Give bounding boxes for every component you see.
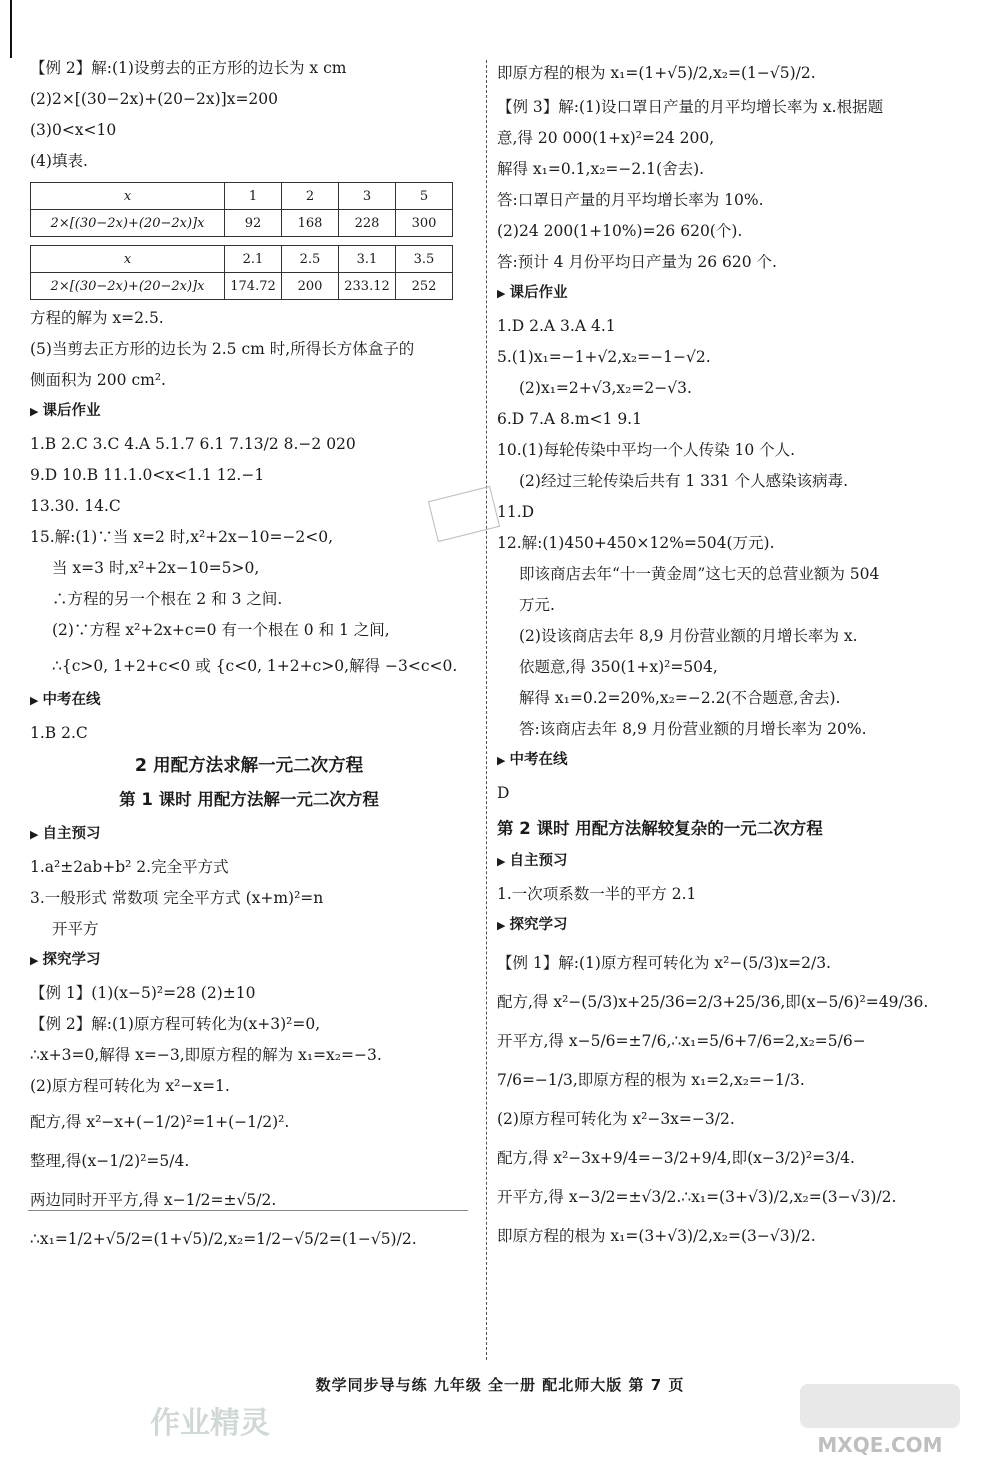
lesson-title: 第 1 课时 用配方法解一元二次方程 [119, 790, 379, 809]
section-preview: ▶ 自主预习 [30, 826, 101, 842]
value-table-2 [30, 245, 453, 300]
right-column [497, 58, 967, 1260]
homework-line: 依题意,得 350(1+x)²=504, [519, 658, 718, 676]
homework-line: (2)经过三轮传染后共有 1 331 个人感染该病毒. [519, 472, 849, 490]
explore-line: ∴x₁=1/2+√5/2=(1+√5)/2,x₂=1/2−√5/2=(1−√5)/2. [30, 1230, 417, 1248]
section-preview: ▶ 自主预习 [497, 853, 568, 869]
exam-line: D [497, 784, 510, 802]
homework-line: 9.D 10.B 11.1.0<x<1.1 12.−1 [30, 466, 265, 484]
homework-line: 15.解:(1)∵当 x=2 时,x²+2x−10=−2<0, [30, 528, 334, 546]
table-cell: 228 [339, 210, 396, 237]
triangle-icon: ▶ [30, 405, 39, 418]
homework-line: (2)设该商店去年 8,9 月份营业额的月增长率为 x. [519, 627, 858, 645]
explore-line: 开平方,得 x−5/6=±7/6,∴x₁=5/6+7/6=2,x₂=5/6− [497, 1032, 866, 1050]
homework-line: 1.D 2.A 3.A 4.1 [497, 317, 616, 335]
explore-line: 开平方,得 x−3/2=±√3/2.∴x₁=(3+√3)/2,x₂=(3−√3)/2. [497, 1188, 897, 1206]
answer-line: (2)24 200(1+10%)=26 620(个). [497, 222, 743, 240]
chapter-title: 2 用配方法求解一元二次方程 [134, 756, 364, 776]
table-cell: 168 [282, 210, 339, 237]
homework-line: 13.30. 14.C [30, 497, 121, 515]
table-cell: 2 [282, 183, 339, 210]
explore-line: 整理,得(x−1/2)²=5/4. [30, 1152, 190, 1170]
answer-line: 答:预计 4 月份平均日产量为 26 620 个. [497, 253, 777, 271]
section-explore: ▶ 探究学习 [497, 917, 568, 933]
explore-line: (2)原方程可转化为 x²−x=1. [30, 1077, 230, 1095]
explore-line: 【例 1】(1)(x−5)²=28 (2)±10 [30, 984, 256, 1002]
section-homework: ▶ 课后作业 [497, 285, 568, 301]
ex2-line2: (2)2×[(30−2x)+(20−2x)]x=200 [30, 90, 279, 108]
table-row [31, 273, 453, 300]
explore-line: (2)原方程可转化为 x²−3x=−3/2. [497, 1110, 735, 1128]
watermark-logo-icon [780, 1380, 980, 1460]
explore-line: ∴x+3=0,解得 x=−3,即原方程的解为 x₁=x₂=−3. [30, 1046, 382, 1064]
homework-line: ∴{c>0, 1+2+c<0 或 {c<0, 1+2+c>0,解得 −3<c<0. [52, 657, 458, 675]
explore-line: 即原方程的根为 x₁=(3+√3)/2,x₂=(3−√3)/2. [497, 1227, 816, 1245]
table-row [31, 210, 453, 237]
homework-line: (2)∵方程 x²+2x+c=0 有一个根在 0 和 1 之间, [52, 621, 390, 639]
table-cell: 300 [396, 210, 453, 237]
watermark-text: 作业精灵 [150, 1406, 270, 1441]
section-explore: ▶ 探究学习 [30, 952, 101, 968]
preview-line: 1.a²±2ab+b² 2.完全平方式 [30, 858, 229, 876]
homework-line: 6.D 7.A 8.m<1 9.1 [497, 410, 642, 428]
section-exam: ▶ 中考在线 [30, 692, 101, 708]
answer-line: 解得 x₁=0.1,x₂=−2.1(舍去). [497, 160, 705, 178]
watermark-logo-text: MXQE.COM [817, 1433, 943, 1457]
answer-line: 答:口罩日产量的月平均增长率为 10%. [497, 191, 764, 209]
ex2-line1: 【例 2】解:(1)设剪去的正方形的边长为 x cm [30, 59, 347, 77]
column-divider [486, 60, 487, 1360]
answer-line: 意,得 20 000(1+x)²=24 200, [497, 129, 715, 147]
triangle-icon: ▶ [30, 694, 39, 707]
triangle-icon: ▶ [497, 754, 506, 767]
explore-line: 【例 1】解:(1)原方程可转化为 x²−(5/3)x=2/3. [497, 954, 831, 972]
homework-line: (2)x₁=2+√3,x₂=2−√3. [519, 379, 692, 397]
table-header-cell: x [31, 183, 225, 210]
homework-line: 1.B 2.C 3.C 4.A 5.1.7 6.1 7.13/2 8.−2 020 [30, 435, 356, 453]
homework-line: 5.(1)x₁=−1+√2,x₂=−1−√2. [497, 348, 711, 366]
table-cell: 1 [225, 183, 282, 210]
homework-line: 即该商店去年“十一黄金周”这七天的总营业额为 504 [519, 565, 880, 583]
lesson-title: 第 2 课时 用配方法解较复杂的一元二次方程 [497, 819, 823, 838]
table-header-cell: x [31, 246, 225, 273]
table-row [31, 246, 453, 273]
table-cell: 5 [396, 183, 453, 210]
homework-line: 解得 x₁=0.2=20%,x₂=−2.2(不合题意,舍去). [519, 689, 841, 707]
triangle-icon: ▶ [497, 855, 506, 868]
table-header-cell: 2×[(30−2x)+(20−2x)]x [31, 210, 225, 237]
table-cell: 2.5 [282, 246, 339, 273]
table-cell: 252 [396, 273, 453, 300]
table-cell: 92 [225, 210, 282, 237]
section-homework: ▶ 课后作业 [30, 403, 101, 419]
explore-line: 两边同时开平方,得 x−1/2=±√5/2. [30, 1191, 277, 1209]
triangle-icon: ▶ [497, 919, 506, 932]
value-table-1 [30, 182, 453, 237]
homework-line: 当 x=3 时,x²+2x−10=5>0, [52, 559, 260, 577]
table-cell: 233.12 [339, 273, 396, 300]
table-cell: 200 [282, 273, 339, 300]
ex2-line3: (3)0<x<10 [30, 121, 117, 139]
binding-bar [10, 0, 12, 58]
answer-line: 即原方程的根为 x₁=(1+√5)/2,x₂=(1−√5)/2. [497, 64, 816, 82]
homework-line: ∴方程的另一个根在 2 和 3 之间. [52, 590, 283, 608]
table-cell: 174.72 [225, 273, 282, 300]
page-footer: 数学同步导与练 九年级 全一册 配北师大版 第 7 页 [315, 1376, 685, 1394]
preview-line: 1.一次项系数一半的平方 2.1 [497, 885, 697, 903]
homework-line: 答:该商店去年 8,9 月份营业额的月增长率为 20%. [519, 720, 867, 738]
homework-line: 12.解:(1)450+450×12%=504(万元). [497, 534, 775, 552]
triangle-icon: ▶ [30, 954, 39, 967]
triangle-icon: ▶ [30, 828, 39, 841]
homework-line: 11.D [497, 503, 535, 521]
exam-line: 1.B 2.C [30, 724, 88, 742]
explore-line: 7/6=−1/3,即原方程的根为 x₁=2,x₂=−1/3. [497, 1071, 805, 1089]
ex2-line4: (4)填表. [30, 152, 88, 170]
explore-line: 配方,得 x²−x+(−1/2)²=1+(−1/2)². [30, 1113, 290, 1131]
part5-line2: 侧面积为 200 cm². [30, 371, 166, 389]
left-column [30, 58, 468, 1263]
preview-line: 3.一般形式 常数项 完全平方式 (x+m)²=n [30, 889, 324, 907]
table-cell: 3.5 [396, 246, 453, 273]
triangle-icon: ▶ [497, 287, 506, 300]
table-cell: 3 [339, 183, 396, 210]
homework-line: 万元. [519, 596, 555, 614]
explore-line: 配方,得 x²−(5/3)x+25/36=2/3+25/36,即(x−5/6)²=49/36. [497, 993, 929, 1011]
solution-line: 方程的解为 x=2.5. [30, 309, 164, 327]
explore-line: 配方,得 x²−3x+9/4=−3/2+9/4,即(x−3/2)²=3/4. [497, 1149, 855, 1167]
table-cell: 2.1 [225, 246, 282, 273]
homework-line: 10.(1)每轮传染中平均一个人传染 10 个人. [497, 441, 796, 459]
table-row [31, 183, 453, 210]
answer-line: 【例 3】解:(1)设口罩日产量的月平均增长率为 x.根据题 [497, 98, 884, 116]
table-cell: 3.1 [339, 246, 396, 273]
table-header-cell: 2×[(30−2x)+(20−2x)]x [31, 273, 225, 300]
explore-line: 【例 2】解:(1)原方程可转化为(x+3)²=0, [30, 1015, 321, 1033]
section-exam: ▶ 中考在线 [497, 752, 568, 768]
preview-line: 开平方 [52, 920, 99, 938]
part5-line1: (5)当剪去正方形的边长为 2.5 cm 时,所得长方体盒子的 [30, 340, 415, 358]
